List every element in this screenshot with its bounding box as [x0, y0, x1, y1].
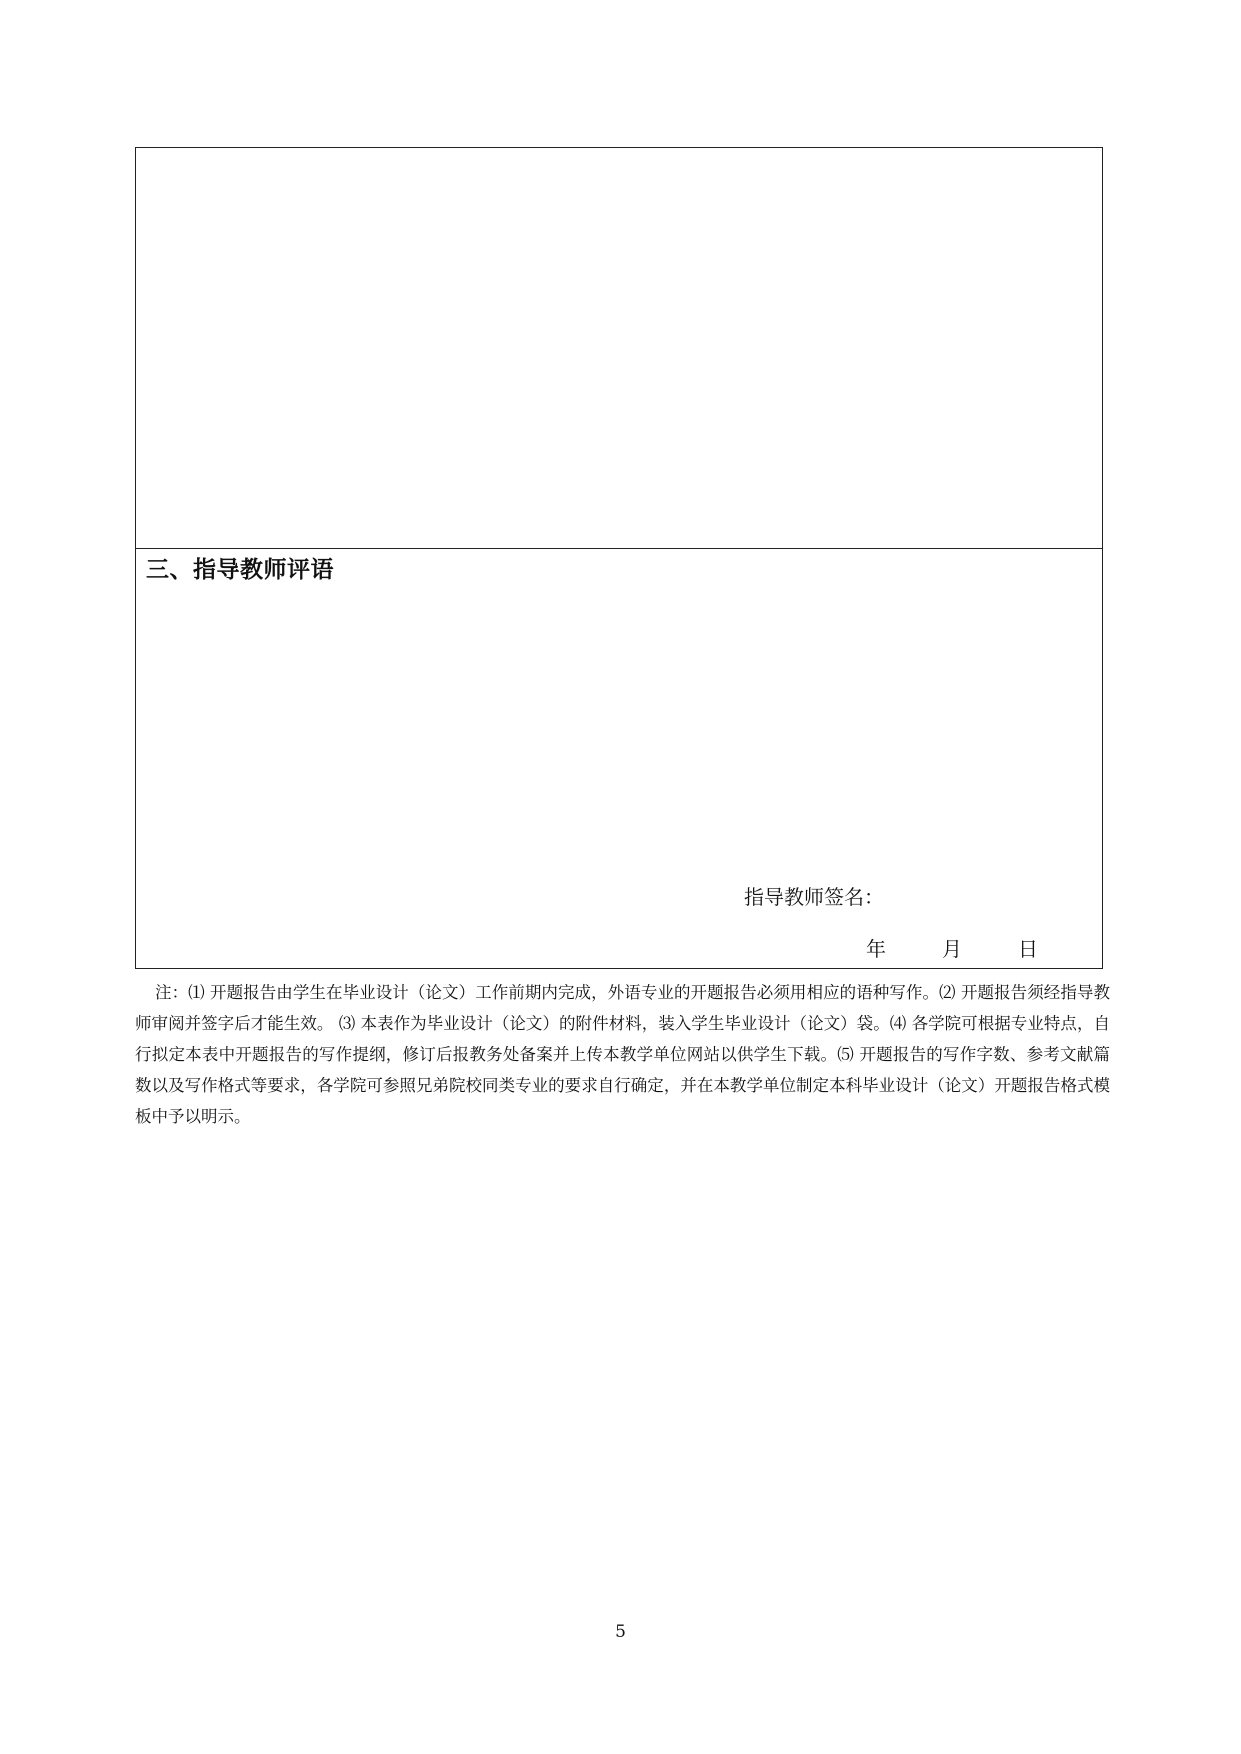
- section-heading: 三、指导教师评语: [146, 557, 334, 583]
- footnote: 注：⑴ 开题报告由学生在毕业设计（论文）工作前期内完成，外语专业的开题报告必须用相应的语种写作。⑵ 开题报告须经指导教师审阅并签字后才能生效。 ⑶ 本表作为毕业设计（论文）的附件材料，装入学生毕业设计（论文）袋。⑷ 各学院可根据专业特点，自行拟定本表中开题报告的写作提纲，修订后报教务处备案并上传本教学单位网站以供学生下载。⑸ 开题报告的写作字数、参考文献篇数以及写作格式等要求，各学院可参照兄弟院校同类专业的要求自行确定，并在本教学单位制定本科毕业设计（论文）开题报告格式模板中予以明示。: [135, 983, 1110, 1126]
- previous-section-cell: [136, 148, 1102, 549]
- date-month-label: 月: [942, 937, 962, 961]
- signature-label: 指导教师签名：: [744, 885, 884, 909]
- date-day-label: 日: [1018, 937, 1038, 961]
- report-form-table: [135, 147, 1103, 969]
- page-number: 5: [615, 1622, 626, 1642]
- date-year-label: 年: [866, 937, 886, 961]
